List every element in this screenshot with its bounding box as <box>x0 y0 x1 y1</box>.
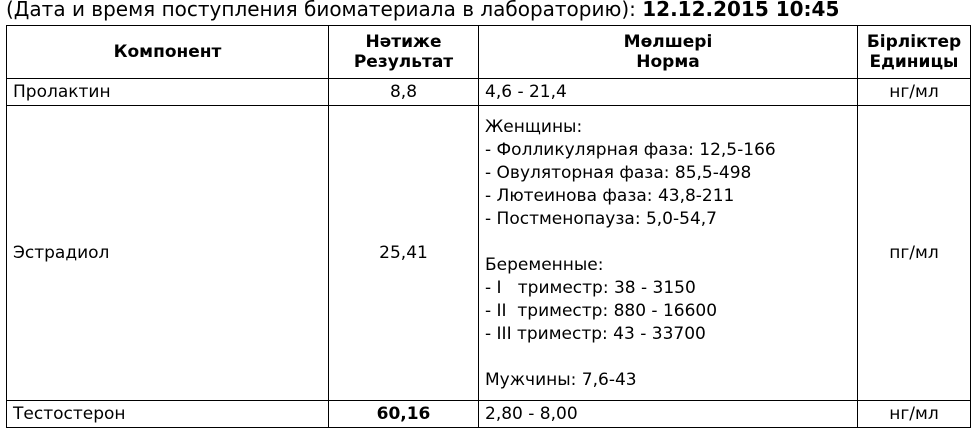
results-table <box>6 25 971 428</box>
norm-spacer <box>485 346 851 369</box>
norm-pregnant-trimester-3: - III триместр: 43 - 33700 <box>485 324 706 344</box>
sample-received-datetime: 12.12.2015 10:45 <box>642 0 840 21</box>
norm-women-ovulatory: - Овуляторная фаза: 85,5-498 <box>485 163 752 183</box>
column-header-norm-ru: Норма <box>636 52 700 72</box>
norm-men: Мужчины: 7,6-43 <box>485 370 637 390</box>
column-header-units-ru: Единицы <box>869 52 959 72</box>
component-name: Пролактин <box>7 79 329 106</box>
norm-women-luteal: - Лютеинова фаза: 43,8-211 <box>485 186 735 206</box>
norm-pregnant-title: Беременные: <box>485 255 604 275</box>
sample-received-label: (Дата и время поступления биоматериала в лабораторию): <box>6 0 636 21</box>
column-header-norm-kz: Мөлшері <box>623 32 713 52</box>
component-name: Эстрадиол <box>7 106 329 401</box>
result-value: 25,41 <box>329 106 479 401</box>
result-value-abnormal: 60,16 <box>329 401 479 428</box>
table-row-prolactin <box>7 79 971 106</box>
component-name: Тестостерон <box>7 401 329 428</box>
reference-range: 2,80 - 8,00 <box>479 401 858 428</box>
reference-range <box>479 106 858 401</box>
column-header-norm <box>479 26 858 79</box>
table-row-testosterone <box>7 401 971 428</box>
sample-received-datetime-line <box>6 0 839 24</box>
norm-spacer <box>485 231 851 254</box>
column-header-result <box>329 26 479 79</box>
unit-value: нг/мл <box>858 401 971 428</box>
table-header-row <box>7 26 971 79</box>
column-header-units-kz: Бірліктер <box>866 32 962 52</box>
table-row-estradiol <box>7 106 971 401</box>
column-header-result-ru: Результат <box>353 52 454 72</box>
unit-value: пг/мл <box>858 106 971 401</box>
column-header-component <box>7 26 329 79</box>
norm-pregnant-trimester-2: - II триместр: 880 - 16600 <box>485 301 718 321</box>
column-header-units <box>858 26 971 79</box>
norm-pregnant-trimester-1: - I триместр: 38 - 3150 <box>485 278 696 298</box>
column-header-component-label: Компонент <box>113 42 222 62</box>
column-header-result-kz: Нәтиже <box>365 32 442 52</box>
unit-value: нг/мл <box>858 79 971 106</box>
reference-range: 4,6 - 21,4 <box>479 79 858 106</box>
norm-women-follicular: - Фолликулярная фаза: 12,5-166 <box>485 140 776 160</box>
norm-women-postmenopause: - Постменопауза: 5,0-54,7 <box>485 209 717 229</box>
result-value: 8,8 <box>329 79 479 106</box>
norm-women-title: Женщины: <box>485 117 583 137</box>
